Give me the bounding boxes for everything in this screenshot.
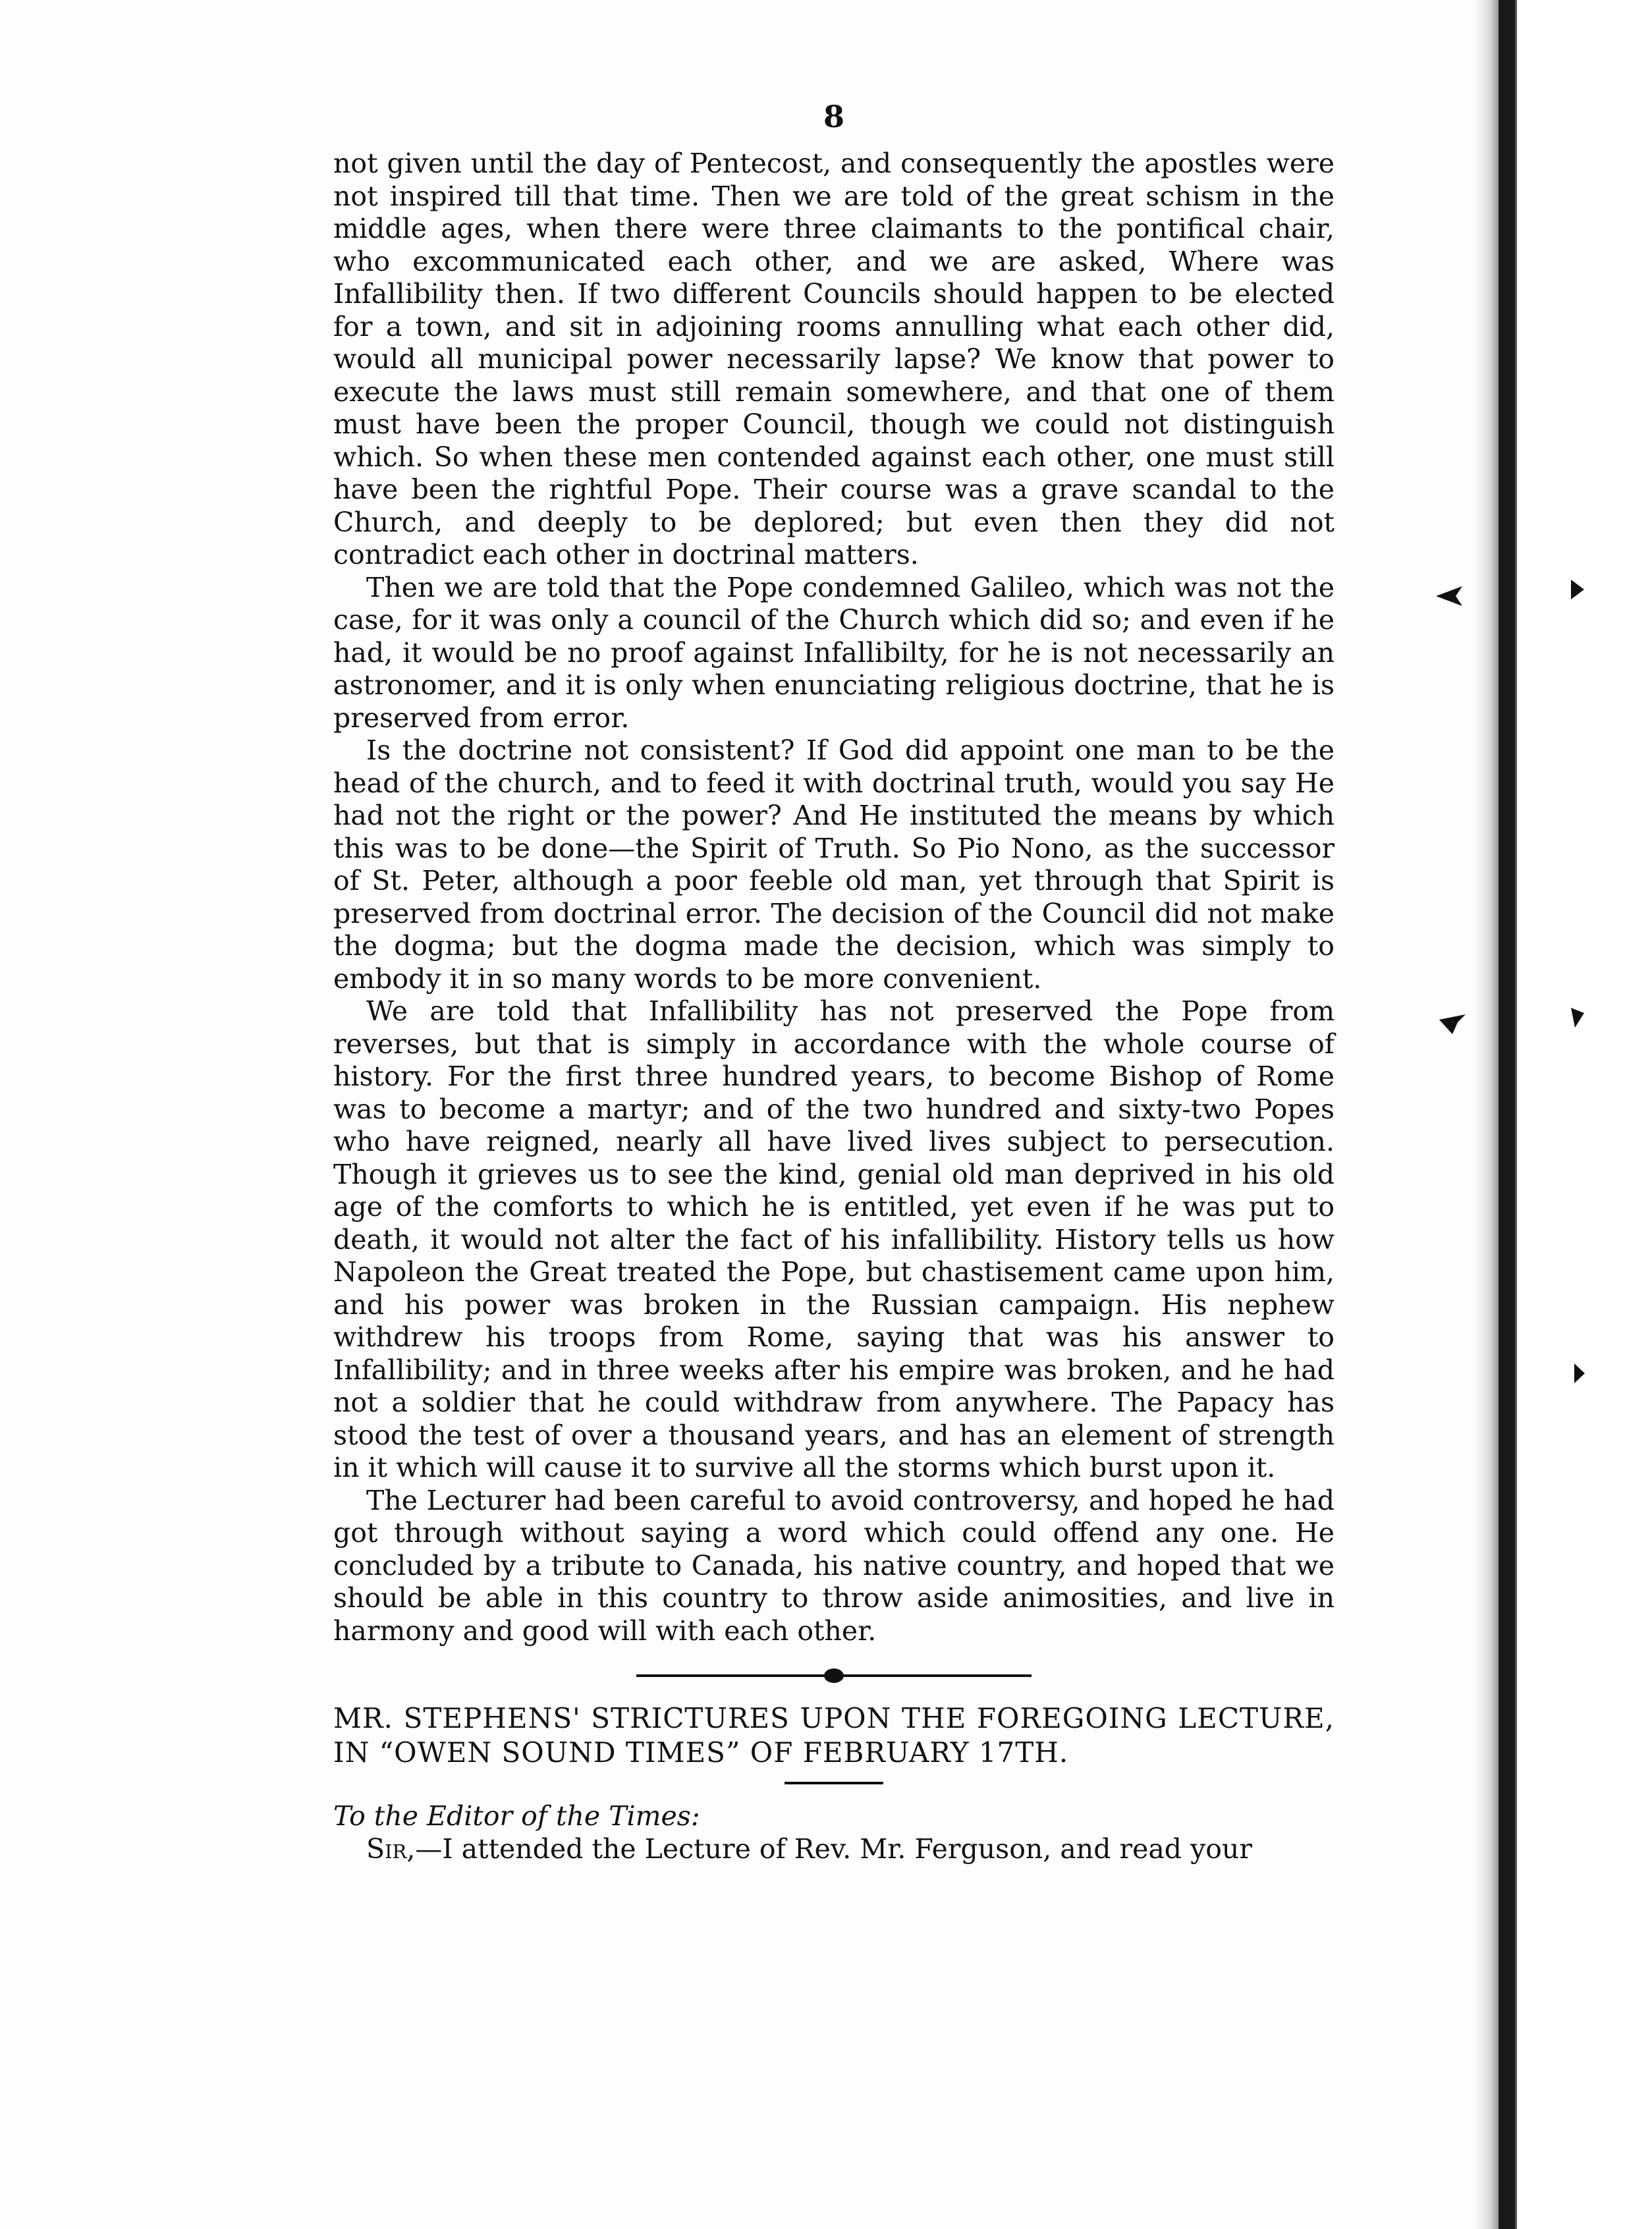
- section-heading: MR. STEPHENS' STRICTURES UPON THE FOREGOING LECTURE, IN “OWEN SOUND TIMES” OF FEBRUARY 17TH.: [333, 1702, 1335, 1769]
- binding-shadow: [1474, 0, 1501, 2229]
- paragraph-4: We are told that Infallibility has not preserved the Pope from reverses, but that is simply in accordance with the whole course of history. For the first three hundred years, to become Bishop of Rome was to become a martyr; and of the two hundred and sixty-two Popes who have reigned, nearly all have lived lives subject to persecution. Though it grieves us to see the kind, genial old man deprived in his old age of the comforts to which he is entitled, yet even if he was put to death, it would not alter the fact of his infallibility. History tells us how Napoleon the Great treated the Pope, but chastisement came upon him, and his power was broken in the Russian campaign. His nephew withdrew his troops from Rome, saying that was his answer to Infallibility; and in three weeks after his empire was broken, and he had not a soldier that he could withdraw from anywhere. The Papacy has stood the test of over a thousand years, and has an element of strength in it which will cause it to survive all the storms which burst upon it.: [333, 995, 1335, 1483]
- binding-mark-4: [1571, 1008, 1584, 1028]
- paragraph-5: The Lecturer had been careful to avoid controversy, and hoped he had got through without saying a word which could offend any one. He concluded by a tribute to Canada, his native country, and hoped that we should be able in this country to throw aside animosities, and live in harmony and good will with each other.: [333, 1484, 1335, 1647]
- binding-mark-5: [1574, 1363, 1585, 1383]
- letter-opening-lead: Sir,: [366, 1833, 416, 1865]
- scan-margin: [1517, 0, 1652, 2229]
- binding-mark-2: [1571, 580, 1584, 599]
- divider-ornament: [824, 1668, 844, 1683]
- paragraph-3: Is the doctrine not consistent? If God did appoint one man to be the head of the church, and to feed it with doctrinal truth, would you say He had not the right or the power? And He instituted the means by which this was to be done—the Spirit of Truth. So Pio Nono, as the successor of St. Peter, although a poor feeble old man, yet through that Spirit is preserved from doctrinal error. The decision of the Council did not make the dogma; but the dogma made the decision, which was simply to embody it in so many words to be more convenient.: [333, 734, 1335, 995]
- book-spine: [1499, 0, 1517, 2229]
- paragraph-2: Then we are told that the Pope condemned Galileo, which was not the case, for it was only a council of the Church which did so; and even if he had, it would be no proof against Infallibilty, for he is not necessarily an astronomer, and it is only when enunciating religious doctrine, that he is preserved from error.: [333, 571, 1335, 734]
- short-divider: [785, 1782, 883, 1784]
- letter-opening-text: —I attended the Lecture of Rev. Mr. Ferguson, and read your: [415, 1833, 1252, 1865]
- page-number: 8: [823, 99, 844, 134]
- binding-mark-3: [1439, 1014, 1466, 1034]
- binding-mark-1: [1436, 586, 1462, 606]
- document-page: [333, 99, 1335, 1866]
- letter-opening: [333, 1833, 1335, 1866]
- ornamental-divider: [636, 1667, 1032, 1684]
- paragraph-1: not given until the day of Pentecost, and consequently the apostles were not inspired till that time. Then we are told of the great schism in the middle ages, when there were three claimants to the pontifical chair, who excommunicated each other, and we are asked, Where was Infallibility then. If two different Councils should happen to be elected for a town, and sit in adjoining rooms annulling what each other did, would all municipal power necessarily lapse? We know that power to execute the laws must still remain somewhere, and that one of them must have been the proper Council, though we could not distinguish which. So when these men contended against each other, one must still have been the rightful Pope. Their course was a grave scandal to the Church, and deeply to be deplored; but even then they did not contradict each other in doctrinal matters.: [333, 148, 1335, 570]
- letter-salutation: To the Editor of the Times:: [333, 1800, 700, 1832]
